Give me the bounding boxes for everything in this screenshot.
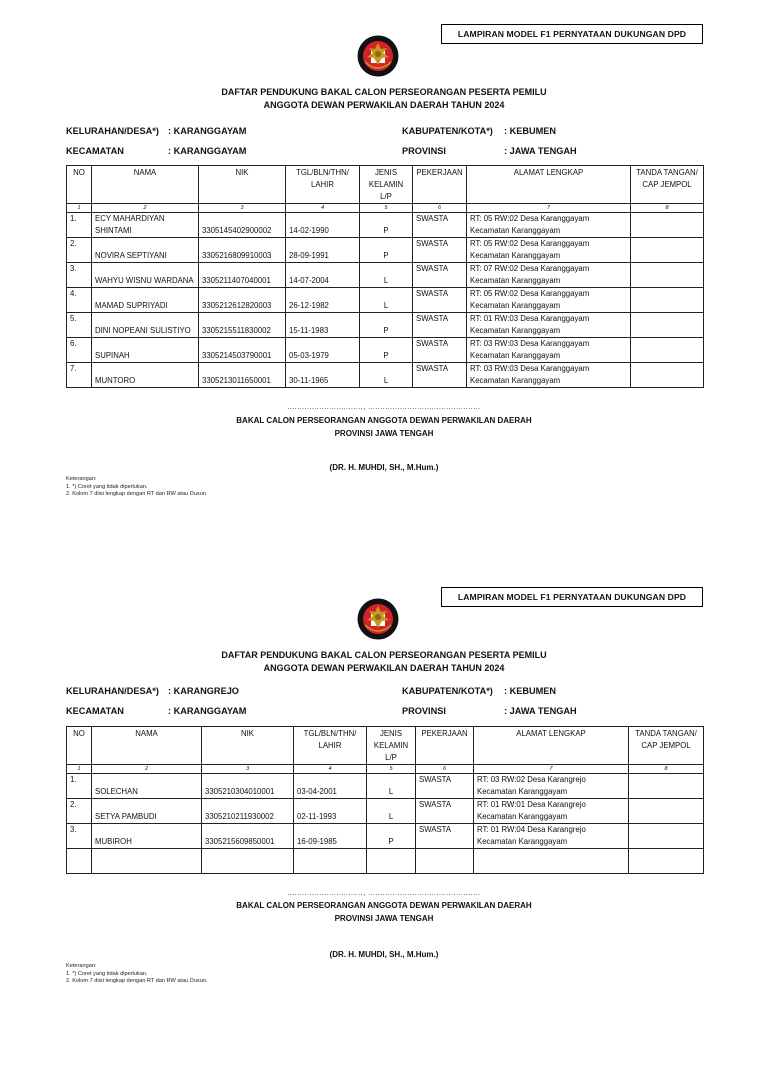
header-no: NO [67, 727, 92, 765]
cell-alamat [467, 213, 631, 238]
alamat-line2: Kecamatan Karanggayam [470, 226, 561, 235]
cell-nik: 3305212612820003 [199, 288, 286, 313]
col-number: 6 [413, 204, 467, 213]
alamat-line1: RT: 05 RW:02 Desa Karanggayam [470, 239, 590, 248]
cell-tgl-lahir: 15-11-1983 [286, 313, 360, 338]
cell-jenis-kelamin: P [367, 824, 416, 849]
cell-nik: 3305210211930002 [202, 799, 294, 824]
form-title-line1: DAFTAR PENDUKUNG BAKAL CALON PERSEORANGAN PESERTA PEMILU [221, 650, 547, 660]
cell-jenis-kelamin: L [360, 288, 413, 313]
cell-nama: SUPINAH [92, 338, 199, 363]
cell-no: 7. [67, 363, 92, 388]
note-2: 2. Kolom 7 diisi lengkap dengan RT dan RW atau Dusun [66, 491, 206, 497]
table-row [67, 363, 704, 388]
col-number: 1 [67, 765, 92, 774]
table-header-row [67, 166, 704, 204]
cell-no: 4. [67, 288, 92, 313]
cell-jenis-kelamin: P [360, 213, 413, 238]
cell-nik: 3305213011650001 [199, 363, 286, 388]
kecamatan-label: KECAMATAN [66, 146, 124, 156]
note-2: 2. Kolom 7 diisi lengkap dengan RT dan RW atau Dusun. [66, 978, 208, 984]
signatory-name: (DR. H. MUHDI, SH., M.Hum.) [329, 463, 439, 472]
cell-jenis-kelamin: P [360, 313, 413, 338]
provinsi-value: : JAWA TENGAH [504, 706, 577, 716]
cell-nik: 3305214503790001 [199, 338, 286, 363]
kelurahan-value: : KARANGREJO [168, 686, 239, 696]
kabupaten-label: KABUPATEN/KOTA*) [402, 126, 493, 136]
cell-tgl-lahir: 14-02-1990 [286, 213, 360, 238]
form-title-line2: ANGGOTA DEWAN PERWAKILAN DAERAH TAHUN 2024 [263, 100, 505, 110]
col-number: 2 [92, 765, 202, 774]
cell-alamat [474, 774, 629, 799]
sign-place-date: ..............................., .............................................. [287, 890, 481, 897]
col-number: 7 [474, 765, 629, 774]
cell-jenis-kelamin: P [360, 238, 413, 263]
form-title-line1: DAFTAR PENDUKUNG BAKAL CALON PERSEORANGAN PESERTA PEMILU [221, 87, 547, 97]
note-1: 1. *) Coret yang tidak diperlukan. [66, 970, 148, 977]
col-number: 1 [67, 204, 92, 213]
cell-pekerjaan: SWASTA [416, 774, 474, 799]
table-row [67, 213, 704, 238]
cell-nama [92, 849, 202, 874]
sign-place-date: ..............................., .............................................. [287, 404, 481, 411]
col-number: 2 [92, 204, 199, 213]
cell-no: 2. [67, 799, 92, 824]
cell-tanda-tangan [631, 313, 704, 338]
cell-alamat [467, 338, 631, 363]
alamat-line1: RT: 01 RW:03 Desa Karanggayam [470, 314, 590, 323]
column-number-row [67, 204, 704, 213]
cell-alamat [474, 824, 629, 849]
kelurahan-value: : KARANGGAYAM [168, 126, 247, 136]
cell-tgl-lahir: 02-11-1993 [294, 799, 367, 824]
cell-no [67, 849, 92, 874]
alamat-line1: RT: 03 RW:02 Desa Karangrejo [477, 775, 586, 784]
header-alamat: ALAMAT LENGKAP [474, 727, 629, 765]
cell-tanda-tangan [629, 799, 704, 824]
cell-pekerjaan: SWASTA [413, 363, 467, 388]
cell-pekerjaan: SWASTA [413, 288, 467, 313]
header-pekerjaan: PEKERJAAN [413, 166, 467, 204]
sign-title-line1: BAKAL CALON PERSEORANGAN ANGGOTA DEWAN PERWAKILAN DAERAH [236, 901, 532, 910]
kabupaten-value: : KEBUMEN [504, 686, 557, 696]
signatory-name: (DR. H. MUHDI, SH., M.Hum.) [329, 950, 439, 959]
cell-nik: 3305211407040001 [199, 263, 286, 288]
cell-jenis-kelamin: L [360, 263, 413, 288]
kelurahan-label: KELURAHAN/DESA*) [66, 686, 159, 696]
table-row [67, 774, 704, 799]
provinsi-label: PROVINSI [402, 706, 446, 716]
header-tgl-lahir: TGL/BLN/THN/ LAHIR [294, 727, 367, 765]
col-number: 4 [294, 765, 367, 774]
cell-nik: 3305210304010001 [202, 774, 294, 799]
cell-pekerjaan [416, 849, 474, 874]
cell-tgl-lahir [294, 849, 367, 874]
alamat-line2: Kecamatan Karanggayam [477, 787, 568, 796]
table-row [67, 338, 704, 363]
alamat-line1: RT: 03 RW:03 Desa Karanggayam [470, 364, 590, 373]
cell-no: 3. [67, 824, 92, 849]
cell-nama: MUNTORO [92, 363, 199, 388]
cell-tgl-lahir: 05-03-1979 [286, 338, 360, 363]
cell-tgl-lahir: 26-12-1982 [286, 288, 360, 313]
cell-nik [202, 849, 294, 874]
sign-title-line2: PROVINSI JAWA TENGAH [334, 914, 434, 923]
lampiran-box: LAMPIRAN MODEL F1 PERNYATAAN DUKUNGAN DPD [441, 587, 703, 607]
cell-tgl-lahir: 16-09-1985 [294, 824, 367, 849]
table-row [67, 288, 704, 313]
alamat-line1: RT: 01 RW:04 Desa Karangrejo [477, 825, 586, 834]
cell-alamat [467, 238, 631, 263]
cell-nama: NOVIRA SEPTIYANI [92, 238, 199, 263]
cell-jenis-kelamin: P [360, 338, 413, 363]
cell-nik: 3305145402900002 [199, 213, 286, 238]
cell-pekerjaan: SWASTA [413, 263, 467, 288]
cell-no: 1. [67, 213, 92, 238]
notes [66, 963, 208, 986]
cell-tanda-tangan [631, 263, 704, 288]
cell-tanda-tangan [631, 338, 704, 363]
supporter-table [66, 165, 704, 388]
header-pekerjaan: PEKERJAAN [416, 727, 474, 765]
cell-nik: 3305215609850001 [202, 824, 294, 849]
col-number: 3 [202, 765, 294, 774]
kecamatan-value: : KARANGGAYAM [168, 146, 247, 156]
kecamatan-value: : KARANGGAYAM [168, 706, 247, 716]
form-sheet-2 [0, 563, 768, 1075]
column-number-row [67, 765, 704, 774]
supporter-table [66, 726, 704, 874]
header-tanda-tangan: TANDA TANGAN/ CAP JEMPOL [629, 727, 704, 765]
cell-no: 5. [67, 313, 92, 338]
cell-tgl-lahir: 14-07-2004 [286, 263, 360, 288]
kpu-logo-icon [356, 595, 400, 643]
sign-title-line2: PROVINSI JAWA TENGAH [334, 429, 434, 438]
kabupaten-label: KABUPATEN/KOTA*) [402, 686, 493, 696]
alamat-line1: RT: 05 RW:02 Desa Karanggayam [470, 214, 590, 223]
header-jenis-kelamin: JENIS KELAMIN L/P [360, 166, 413, 204]
cell-tanda-tangan [629, 824, 704, 849]
cell-jenis-kelamin: L [360, 363, 413, 388]
kabupaten-value: : KEBUMEN [504, 126, 557, 136]
cell-no: 6. [67, 338, 92, 363]
sign-title-line1: BAKAL CALON PERSEORANGAN ANGGOTA DEWAN PERWAKILAN DAERAH [236, 416, 532, 425]
cell-alamat [474, 799, 629, 824]
form-sheet-1 [0, 0, 768, 512]
cell-nik: 3305216809910003 [199, 238, 286, 263]
cell-no: 3. [67, 263, 92, 288]
cell-no: 2. [67, 238, 92, 263]
alamat-line2: Kecamatan Karanggayam [470, 301, 561, 310]
header-nama: NAMA [92, 727, 202, 765]
cell-nama: WAHYU WISNU WARDANA [92, 263, 199, 288]
header-no: NO [67, 166, 92, 204]
col-number: 8 [631, 204, 704, 213]
cell-alamat [474, 849, 629, 874]
header-nik: NIK [202, 727, 294, 765]
table-row [67, 849, 704, 874]
cell-pekerjaan: SWASTA [413, 213, 467, 238]
alamat-line2: Kecamatan Karanggayam [477, 837, 568, 846]
alamat-line2: Kecamatan Karanggayam [470, 276, 561, 285]
col-number: 5 [367, 765, 416, 774]
alamat-line2: Kecamatan Karanggayam [470, 251, 561, 260]
col-number: 8 [629, 765, 704, 774]
cell-pekerjaan: SWASTA [413, 338, 467, 363]
cell-nik: 3305215511830002 [199, 313, 286, 338]
alamat-line2: Kecamatan Karanggayam [470, 376, 561, 385]
col-number: 7 [467, 204, 631, 213]
alamat-line1: RT: 01 RW:01 Desa Karangrejo [477, 800, 586, 809]
cell-tgl-lahir: 03-04-2001 [294, 774, 367, 799]
notes [66, 476, 206, 499]
cell-tanda-tangan [629, 849, 704, 874]
alamat-line1: RT: 07 RW:02 Desa Karanggayam [470, 264, 590, 273]
cell-jenis-kelamin: L [367, 774, 416, 799]
kpu-logo-icon [356, 32, 400, 80]
cell-tgl-lahir: 30-11-1965 [286, 363, 360, 388]
header-nik: NIK [199, 166, 286, 204]
table-header-row [67, 727, 704, 765]
note-1: 1. *) Coret yang tidak diperlukan. [66, 483, 148, 490]
cell-alamat [467, 363, 631, 388]
provinsi-label: PROVINSI [402, 146, 446, 156]
cell-pekerjaan: SWASTA [413, 313, 467, 338]
cell-nama: SETYA PAMBUDI [92, 799, 202, 824]
cell-tanda-tangan [631, 238, 704, 263]
alamat-line2: Kecamatan Karanggayam [470, 326, 561, 335]
cell-alamat [467, 263, 631, 288]
cell-nama: SOLECHAN [92, 774, 202, 799]
table-row [67, 263, 704, 288]
cell-pekerjaan: SWASTA [416, 824, 474, 849]
alamat-line2: Kecamatan Karanggayam [470, 351, 561, 360]
cell-tgl-lahir: 28-09-1991 [286, 238, 360, 263]
col-number: 6 [416, 765, 474, 774]
cell-pekerjaan: SWASTA [416, 799, 474, 824]
header-tgl-lahir: TGL/BLN/THN/ LAHIR [286, 166, 360, 204]
cell-alamat [467, 313, 631, 338]
header-nama: NAMA [92, 166, 199, 204]
alamat-line1: RT: 03 RW:03 Desa Karanggayam [470, 339, 590, 348]
table-row [67, 824, 704, 849]
alamat-line1: RT: 05 RW:02 Desa Karanggayam [470, 289, 590, 298]
header-alamat: ALAMAT LENGKAP [467, 166, 631, 204]
cell-tanda-tangan [629, 774, 704, 799]
cell-pekerjaan: SWASTA [413, 238, 467, 263]
cell-nama: MUBIROH [92, 824, 202, 849]
lampiran-box: LAMPIRAN MODEL F1 PERNYATAAN DUKUNGAN DPD [441, 24, 703, 44]
cell-nama: ECY MAHARDIYAN SHINTAMI [92, 213, 199, 238]
cell-nama: DINI NOPEANI SULISTIYO [92, 313, 199, 338]
cell-jenis-kelamin [367, 849, 416, 874]
table-row [67, 799, 704, 824]
cell-no: 1. [67, 774, 92, 799]
table-row [67, 313, 704, 338]
kecamatan-label: KECAMATAN [66, 706, 124, 716]
cell-nama: MAMAD SUPRIYADI [92, 288, 199, 313]
cell-jenis-kelamin: L [367, 799, 416, 824]
provinsi-value: : JAWA TENGAH [504, 146, 577, 156]
cell-tanda-tangan [631, 363, 704, 388]
table-row [67, 238, 704, 263]
col-number: 3 [199, 204, 286, 213]
kelurahan-label: KELURAHAN/DESA*) [66, 126, 159, 136]
cell-alamat [467, 288, 631, 313]
col-number: 4 [286, 204, 360, 213]
header-jenis-kelamin: JENIS KELAMIN L/P [367, 727, 416, 765]
cell-tanda-tangan [631, 213, 704, 238]
notes-title: Keterangan: [66, 476, 97, 482]
col-number: 5 [360, 204, 413, 213]
cell-tanda-tangan [631, 288, 704, 313]
form-title-line2: ANGGOTA DEWAN PERWAKILAN DAERAH TAHUN 2024 [263, 663, 505, 673]
header-tanda-tangan: TANDA TANGAN/ CAP JEMPOL [631, 166, 704, 204]
notes-title: Keterangan: [66, 963, 97, 969]
alamat-line2: Kecamatan Karanggayam [477, 812, 568, 821]
